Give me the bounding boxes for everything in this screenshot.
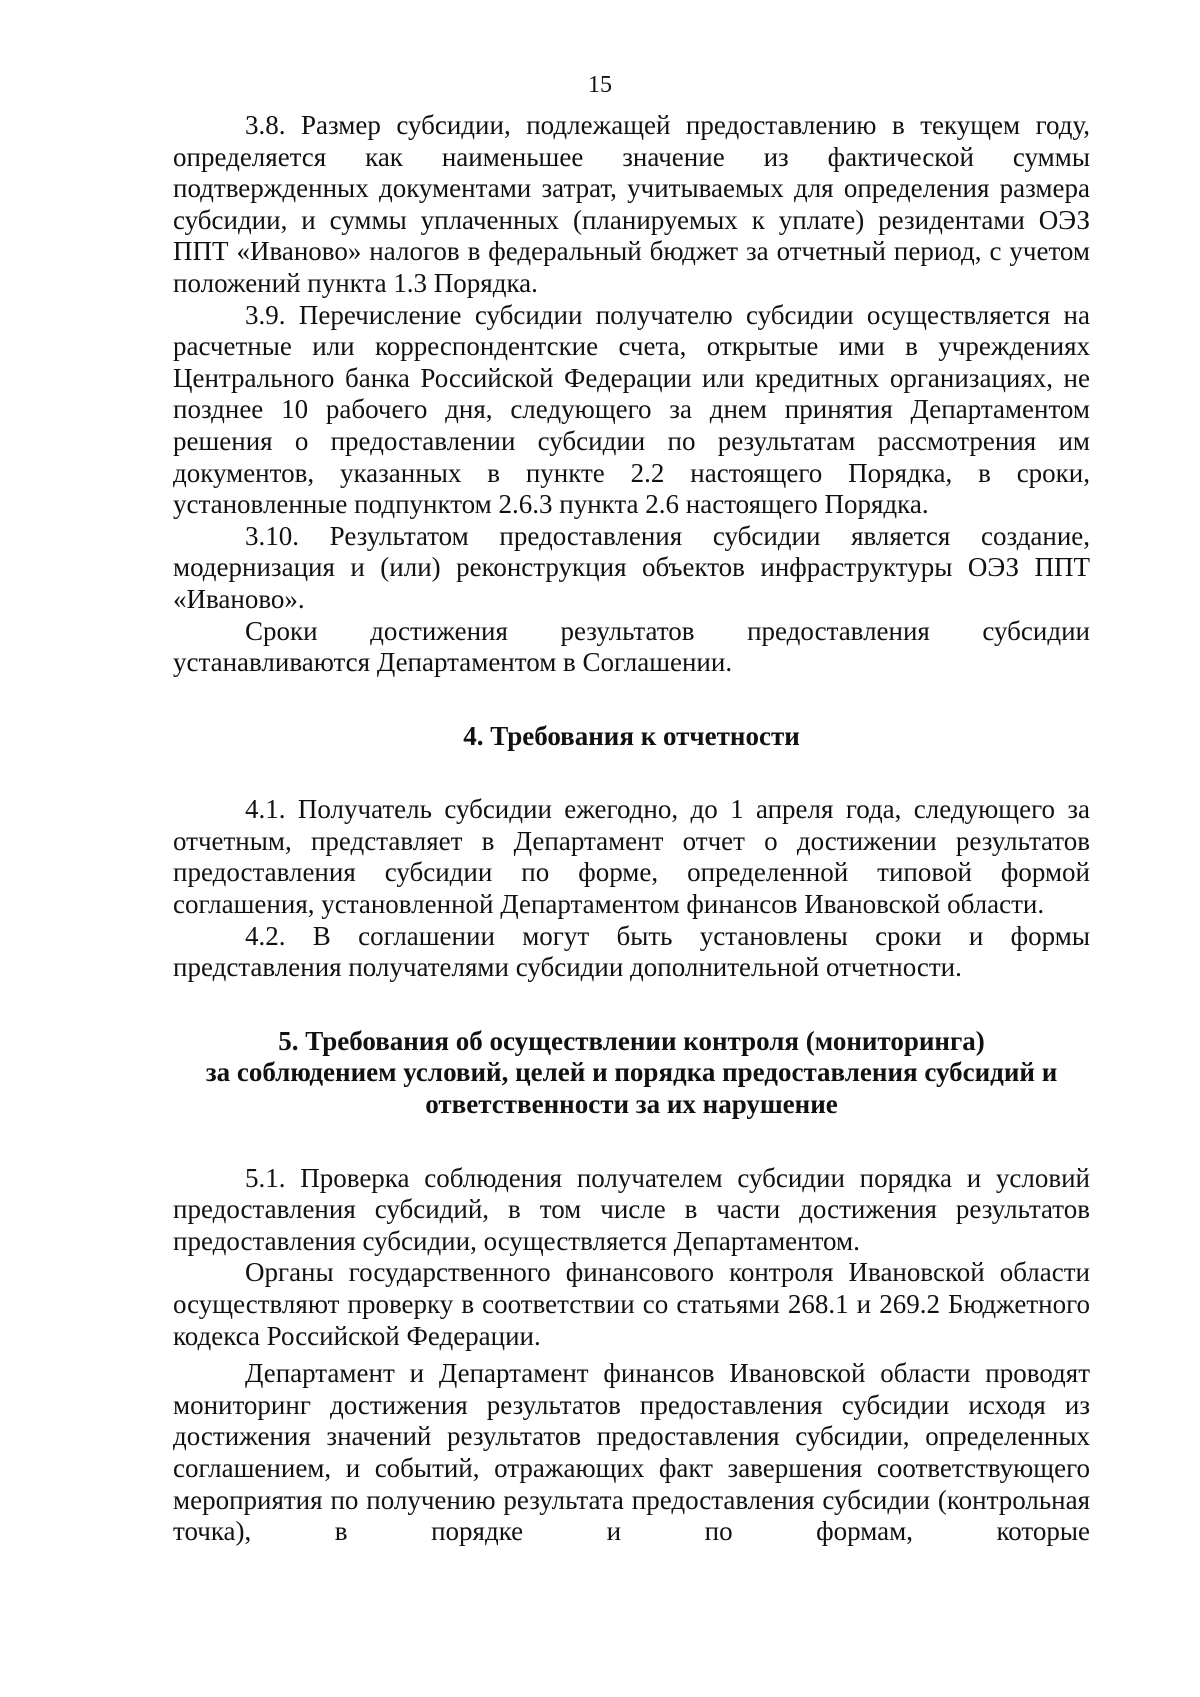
paragraph-3-8: 3.8. Размер субсидии, подлежащей предоставлению в текущем году, определяется как наименьшее значение из фактической суммы подтвержденных документами затрат, учитываемых для определения размера субсидии, и суммы уплаченных (планируемых к уплате) резидентами ОЭЗ ППТ «Иваново» налогов в федеральный бюджет за отчетный период, с учетом положений пункта 1.3 Порядка. — [173, 110, 1090, 298]
paragraph-3-9: 3.9. Перечисление субсидии получателю субсидии осуществляется на расчетные или корреспондентские счета, открытые ими в учреждениях Центрального банка Российской Федерации или кредитных организациях, не позднее 10 рабочего дня, следующего за днем принятия Департаментом решения о предоставлении субсидии по результатам рассмотрения им документов, указанных в пункте 2.2 настоящего Порядка, в сроки, установленные подпунктом 2.6.3 пункта 2.6 настоящего Порядка. — [173, 299, 1090, 520]
document-body — [173, 110, 1090, 1548]
paragraph-5-1-state-control: Органы государственного финансового контроля Ивановской области осуществляют проверку в соответствии со статьями 268.1 и 269.2 Бюджетного кодекса Российской Федерации. — [173, 1257, 1090, 1351]
page-number: 15 — [588, 72, 612, 98]
section-4-heading: 4. Требования к отчетности — [463, 720, 800, 751]
paragraph-4-2: 4.2. В соглашении могут быть установлены сроки и формы представления получателями субсидии дополнительной отчетности. — [173, 920, 1090, 983]
paragraph-5-1-monitoring: Департамент и Департамент финансов Ивановской области проводят мониторинг достижения результатов предоставления субсидии исходя из достижения значений результатов предоставления субсидии, определенных соглашением, и событий, отражающих факт завершения соответствующего мероприятия по получению результата предоставления субсидии (контрольная точка), в порядке и по формам, которые — [173, 1358, 1090, 1547]
section-5-heading-line-2: за соблюдением условий, целей и порядка предоставления субсидий и — [205, 1057, 1058, 1088]
paragraph-4-1: 4.1. Получатель субсидии ежегодно, до 1 апреля года, следующего за отчетным, представляет в Департамент отчет о достижении результатов предоставления субсидии по форме, определенной типовой формой соглашения, установленной Департаментом финансов Ивановской области. — [173, 794, 1090, 920]
paragraph-5-1: 5.1. Проверка соблюдения получателем субсидии порядка и условий предоставления субсидий, в том числе в части достижения результатов предоставления субсидии, осуществляется Департаментом. — [173, 1162, 1090, 1256]
section-5-heading-line-1: 5. Требования об осуществлении контроля (мониторинга) — [278, 1025, 985, 1056]
section-5-heading-line-3: ответственности за их нарушение — [425, 1089, 838, 1120]
paragraph-3-10: 3.10. Результатом предоставления субсидии является создание, модернизация и (или) реконструкция объектов инфраструктуры ОЭЗ ППТ «Иваново». — [173, 520, 1090, 614]
section-5-heading — [173, 1026, 1090, 1121]
paragraph-3-10-deadlines: Сроки достижения результатов предоставления субсидии устанавливаются Департаментом в Соглашении. — [173, 615, 1090, 678]
